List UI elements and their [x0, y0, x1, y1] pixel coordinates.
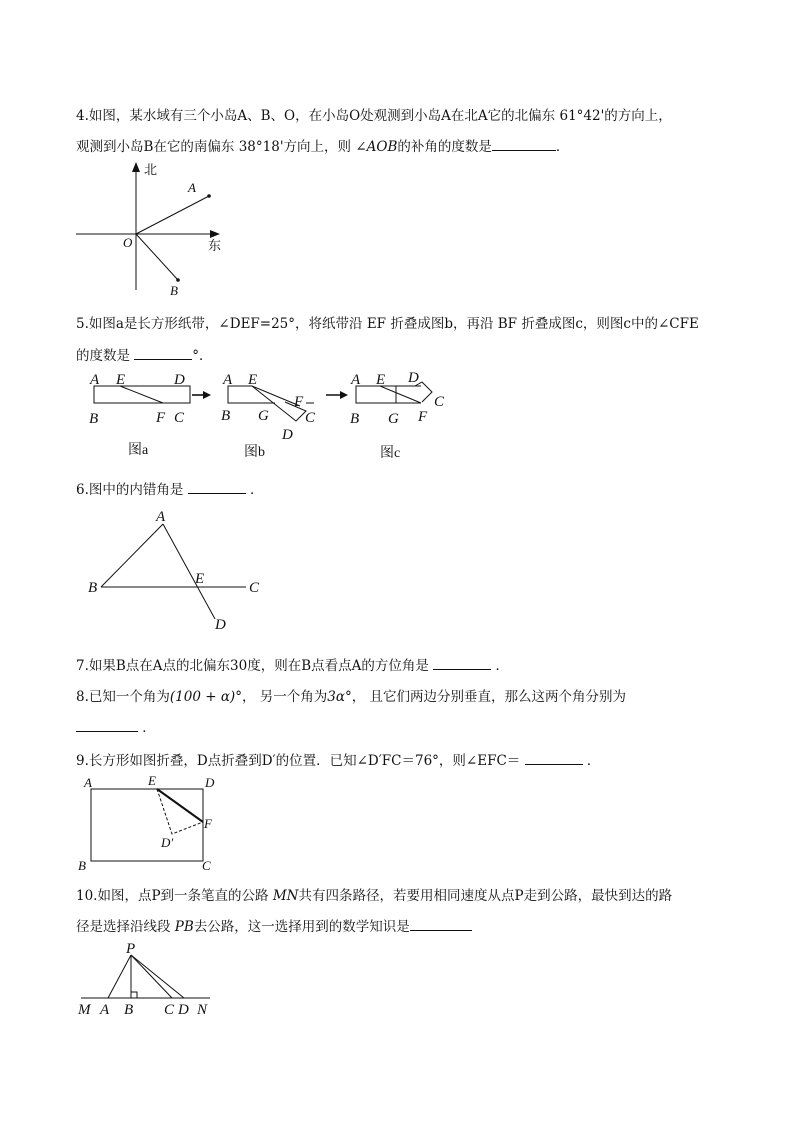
fb-caption: 图b — [244, 445, 265, 460]
label-north: 北 — [144, 162, 158, 177]
fig-c — [356, 382, 432, 403]
fc-label-d: D — [408, 370, 419, 386]
label-a: A — [156, 509, 166, 525]
point-a — [207, 194, 211, 198]
q10-road-mn: MN — [272, 888, 299, 904]
q6-answer-blank[interactable] — [188, 492, 246, 494]
q4-line2 — [76, 135, 569, 155]
q10-text-post: 共有四条路径，若要用相同速度从点P走到公路，最快到达的路 — [298, 888, 673, 904]
q5-text: 的度数是 — [76, 348, 130, 364]
label-d: D — [178, 1002, 189, 1018]
fa-caption: 图a — [128, 443, 149, 458]
q10-text: 10.如图，点P到一条笔直的公路 — [76, 888, 269, 904]
q4-text: 观测到小岛B在它的南偏东 38°18'方向上，则 — [76, 139, 356, 155]
fa-label-c: C — [174, 410, 185, 426]
label-f: F — [204, 816, 212, 831]
q6-text: 6.图中的内错角是 — [76, 482, 184, 498]
q10-segment-pb: PB — [174, 919, 194, 935]
q9-end: ． — [586, 753, 601, 769]
q7-text: 7.如果B点在A点的北偏东30度，则在B点看点A的方位角是 — [76, 658, 429, 674]
fb-label-g: G — [258, 408, 269, 424]
fb-label-a: A — [223, 372, 233, 388]
label-o: O — [123, 235, 133, 250]
east-arrow-icon — [210, 230, 220, 238]
q8-text: 8.已知一个角为 — [76, 689, 170, 705]
q4-angle-aob: ∠AOB — [355, 139, 398, 155]
label-a: A — [84, 775, 92, 790]
q7-end: ． — [495, 658, 509, 674]
fc-label-e: E — [376, 372, 386, 388]
q10-line2 — [76, 915, 472, 935]
fc-label-a: A — [351, 372, 361, 388]
q9-figure — [76, 772, 226, 872]
q4-answer-blank[interactable] — [492, 149, 556, 151]
label-c: C — [164, 1002, 175, 1018]
q10-text2: 径是选择沿线段 — [76, 919, 171, 935]
q8-line1 — [76, 685, 626, 705]
line-ad — [163, 524, 215, 619]
label-d: D — [215, 617, 226, 633]
fc-label-g: G — [388, 411, 399, 427]
fc-label-f: F — [418, 409, 428, 425]
folded-edges — [157, 789, 203, 834]
fb-label-e: E — [248, 372, 258, 388]
fa-label-a: A — [90, 372, 100, 388]
fb-label-f: F — [294, 394, 304, 410]
fold-line-ef — [157, 789, 203, 822]
q6-figure — [84, 505, 284, 635]
rectangle-abcd — [91, 789, 203, 861]
fa-label-d: D — [174, 372, 185, 388]
q5-figure — [84, 368, 454, 468]
q8-angle-2: 3α° — [327, 689, 352, 705]
q9-text: 9.长方形如图折叠，D点折叠到D′的位置．已知∠D′FC＝76°，则∠EFC＝ — [76, 753, 521, 769]
fc-label-b: B — [350, 411, 360, 427]
label-b: B — [170, 283, 178, 298]
fc-caption: 图c — [380, 446, 401, 461]
ray-oa — [136, 196, 209, 234]
ray-ob — [136, 234, 178, 280]
fb-label-d: D — [282, 427, 293, 443]
q8-angle-1: (100 + α)° — [169, 689, 242, 705]
arrow-right-icon — [326, 391, 348, 399]
q8-line2 — [76, 716, 156, 736]
fb-label-b: B — [221, 408, 231, 424]
point-b — [176, 278, 180, 282]
q4-line1: 4.如图，某水域有三个小岛A、B、O，在小岛O处观测到小岛A在北A它的北偏东 61°42'的方向上， — [76, 108, 672, 124]
right-angle-mark — [131, 992, 137, 998]
q4-figure — [70, 160, 240, 300]
label-east: 东 — [208, 238, 222, 253]
path-pa — [108, 955, 131, 998]
label-m: M — [78, 1002, 91, 1018]
label-c: C — [249, 580, 260, 596]
label-e: E — [148, 773, 156, 788]
label-p: P — [126, 941, 136, 957]
q10-line1 — [76, 884, 672, 904]
q5-answer-blank[interactable] — [134, 358, 192, 360]
q8-text-mid: ， 另一个角为 — [241, 689, 328, 705]
label-n: N — [197, 1002, 208, 1018]
fb-label-c: C — [305, 410, 316, 426]
path-pd — [131, 955, 184, 998]
q10-answer-blank[interactable] — [410, 929, 472, 931]
q8-end: ． — [142, 720, 156, 736]
fa-label-e: E — [116, 372, 126, 388]
line-ba — [101, 524, 163, 587]
q10-text2-post: 去公路，这一选择用到的数学知识是 — [193, 919, 410, 935]
q9-answer-blank[interactable] — [525, 763, 583, 765]
fa-label-f: F — [156, 410, 166, 426]
q5-end: °． — [192, 348, 213, 364]
q7-line1 — [76, 654, 509, 674]
q6-end: ． — [249, 482, 264, 498]
label-e: E — [195, 571, 205, 587]
q4-end: ． — [555, 139, 570, 155]
q5-line2 — [76, 344, 213, 364]
fa-label-b: B — [89, 411, 99, 427]
arrow-right-icon — [192, 391, 211, 399]
label-d-prime: D′ — [161, 835, 174, 850]
fc-label-c: C — [434, 394, 445, 410]
q9-line1 — [76, 749, 600, 769]
q8-answer-blank[interactable] — [76, 730, 138, 732]
q4-text-post: 的补角的度数是 — [397, 139, 492, 155]
fig-a — [94, 386, 190, 403]
label-b: B — [88, 580, 98, 596]
q5-line1: 5.如图a是长方形纸带，∠DEF=25°，将纸带沿 EF 折叠成图b，再沿 BF 折叠成图c，则图c中的∠CFE — [76, 316, 699, 332]
label-b: B — [78, 858, 86, 873]
label-b: B — [124, 1002, 134, 1018]
label-a: A — [188, 180, 196, 195]
q6-line1 — [76, 478, 263, 498]
q10-figure — [76, 940, 226, 1020]
label-c: C — [202, 858, 211, 873]
q8-text-post: ， 且它们两边分别垂直，那么这两个角分别为 — [351, 689, 627, 705]
q7-answer-blank[interactable] — [433, 668, 491, 670]
label-d: D — [205, 775, 215, 790]
label-a: A — [100, 1002, 110, 1018]
north-arrow-icon — [132, 162, 140, 172]
